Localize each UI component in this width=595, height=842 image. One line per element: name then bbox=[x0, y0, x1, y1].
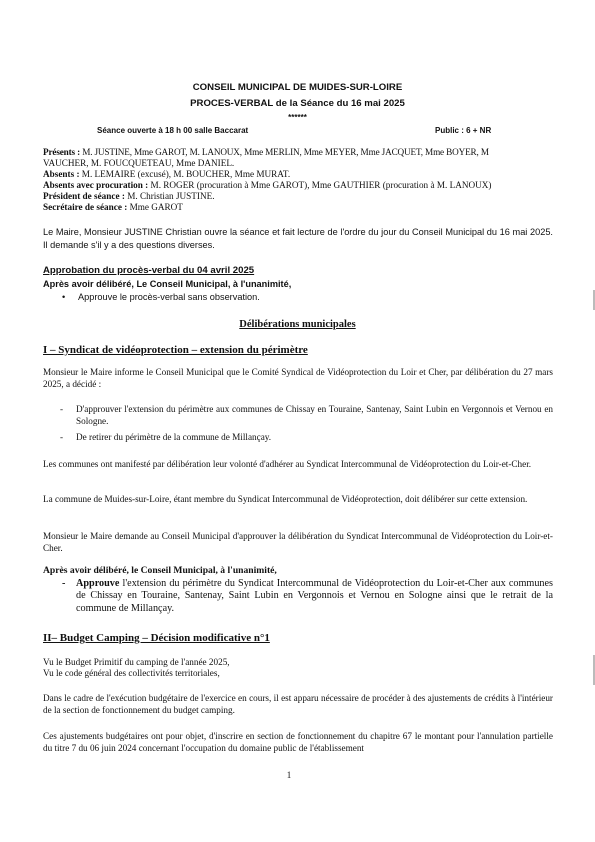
absent-label: Absents : bbox=[43, 169, 80, 179]
section2-paragraph-1: Dans le cadre de l'exécution budgétaire de l'exercice en cours, il est apparu nécessaire de procéder à des ajustements de crédits à l'intérieur de la section de fonctionnement du budget camping. bbox=[43, 693, 553, 715]
proxy-members: M. ROGER (procuration à Mme GAROT), Mme GAUTHIER (procuration à M. LANOUX) bbox=[150, 180, 492, 190]
section1-paragraph-3: La commune de Muides-sur-Loire, étant membre du Syndicat Intercommunal de Vidéoprotection, doit délibérer sur cette extension. bbox=[43, 494, 528, 504]
section1-paragraph-1: Monsieur le Maire informe le Conseil Municipal que le Comité Syndical de Vidéoprotection du Loir et Cher, par délibération du 27 mars 2025, a décidé : bbox=[43, 367, 553, 389]
section1-deliberation: Après avoir délibéré, le Conseil Municipal, à l'unanimité, bbox=[43, 565, 277, 576]
approval-item: Approuve le procès-verbal sans observation. bbox=[78, 292, 260, 302]
intro-paragraph: Le Maire, Monsieur JUSTINE Christian ouvre la séance et fait lecture de l'ordre du jour du Conseil Municipal du 16 mai 2025. Il demande s'il y a des questions diverses. bbox=[43, 227, 553, 250]
document-title: CONSEIL MUNICIPAL DE MUIDES-SUR-LOIRE bbox=[192, 82, 403, 93]
present-line-1 bbox=[43, 147, 489, 157]
present-label: Présents : bbox=[43, 147, 81, 157]
secretary-line bbox=[43, 202, 183, 212]
approval-deliberation: Après avoir délibéré, Le Conseil Municipal, à l'unanimité, bbox=[43, 279, 292, 289]
section1-paragraph-2: Les communes ont manifesté par délibération leur volonté d'adhérer au Syndicat Intercommunal de Vidéoprotection du Loir-et-Cher. bbox=[43, 459, 532, 469]
absent-members: M. LEMAIRE (excusé), M. BOUCHER, Mme MURAT. bbox=[81, 169, 291, 179]
present-line-2: VAUCHER, M. FOUCQUETEAU, Mme DANIEL. bbox=[43, 158, 235, 168]
section1-approval bbox=[76, 578, 553, 615]
section1-paragraph-4: Monsieur le Maire demande au Conseil Municipal d'approuver la délibération du Syndicat Intercommunal de Vidéoprotection du Loir-et-Cher. bbox=[43, 531, 553, 553]
proxy-label: Absents avec procuration : bbox=[43, 180, 149, 190]
dash-marker: - bbox=[60, 432, 64, 442]
present-members: M. JUSTINE, Mme GAROT, M. LANOUX, Mme MERLIN, Mme MEYER, Mme JACQUET, Mme BOYER, M bbox=[82, 147, 489, 157]
section2-vu-code: Vu le code général des collectivités territoriales, bbox=[43, 668, 220, 678]
president-name: M. Christian JUSTINE. bbox=[127, 191, 215, 201]
session-opening: Séance ouverte à 18 h 00 salle Baccarat bbox=[97, 126, 249, 135]
dash-marker: - bbox=[62, 578, 66, 589]
page-number: 1 bbox=[286, 770, 292, 780]
absent-line bbox=[43, 169, 290, 179]
section1-heading: I – Syndicat de vidéoprotection – extension du périmètre bbox=[43, 344, 308, 356]
section1-item-1: D'approuver l'extension du périmètre aux communes de Chissay en Touraine, Santenay, Saint Lubin en Vergonnois et Vernou en Sologne. bbox=[76, 404, 553, 426]
approve-keyword: Approuve bbox=[76, 578, 120, 589]
secretary-name: Mme GAROT bbox=[129, 202, 183, 212]
bullet-icon: • bbox=[62, 292, 66, 302]
document-subtitle: PROCES-VERBAL de la Séance du 16 mai 2025 bbox=[190, 98, 405, 109]
proxy-line bbox=[43, 180, 491, 190]
president-label: Président de séance : bbox=[43, 191, 125, 201]
section2-vu-budget: Vu le Budget Primitif du camping de l'année 2025, bbox=[43, 657, 230, 667]
president-line bbox=[43, 191, 214, 201]
section2-heading: II– Budget Camping – Décision modificative n°1 bbox=[43, 632, 270, 644]
separator-stars: ****** bbox=[288, 113, 307, 122]
deliberations-heading: Délibérations municipales bbox=[239, 319, 356, 330]
section2-paragraph-2: Ces ajustements budgétaires ont pour objet, d'inscrire en section de fonctionnement du chapitre 67 le montant pour l'annulation partielle du titre 7 du 06 juin 2024 concernant l'occupation du domaine public de l'établissement bbox=[43, 731, 553, 753]
approve-text: l'extension du périmètre du Syndicat Intercommunal de Vidéoprotection du Loir-et-Cher aux communes de Chissay en Touraine, Santenay, Saint Lubin en Vergonnois et Vernou en Sologne ainsi que le retrait de la commune de Millançay. bbox=[76, 578, 553, 614]
secretary-label: Secrétaire de séance : bbox=[43, 202, 128, 212]
section1-item-2: De retirer du périmètre de la commune de Millançay. bbox=[76, 432, 272, 442]
dash-marker: - bbox=[60, 404, 64, 414]
public-count: Public : 6 + NR bbox=[435, 126, 492, 135]
approval-heading: Approbation du procès-verbal du 04 avril 2025 bbox=[43, 265, 255, 276]
